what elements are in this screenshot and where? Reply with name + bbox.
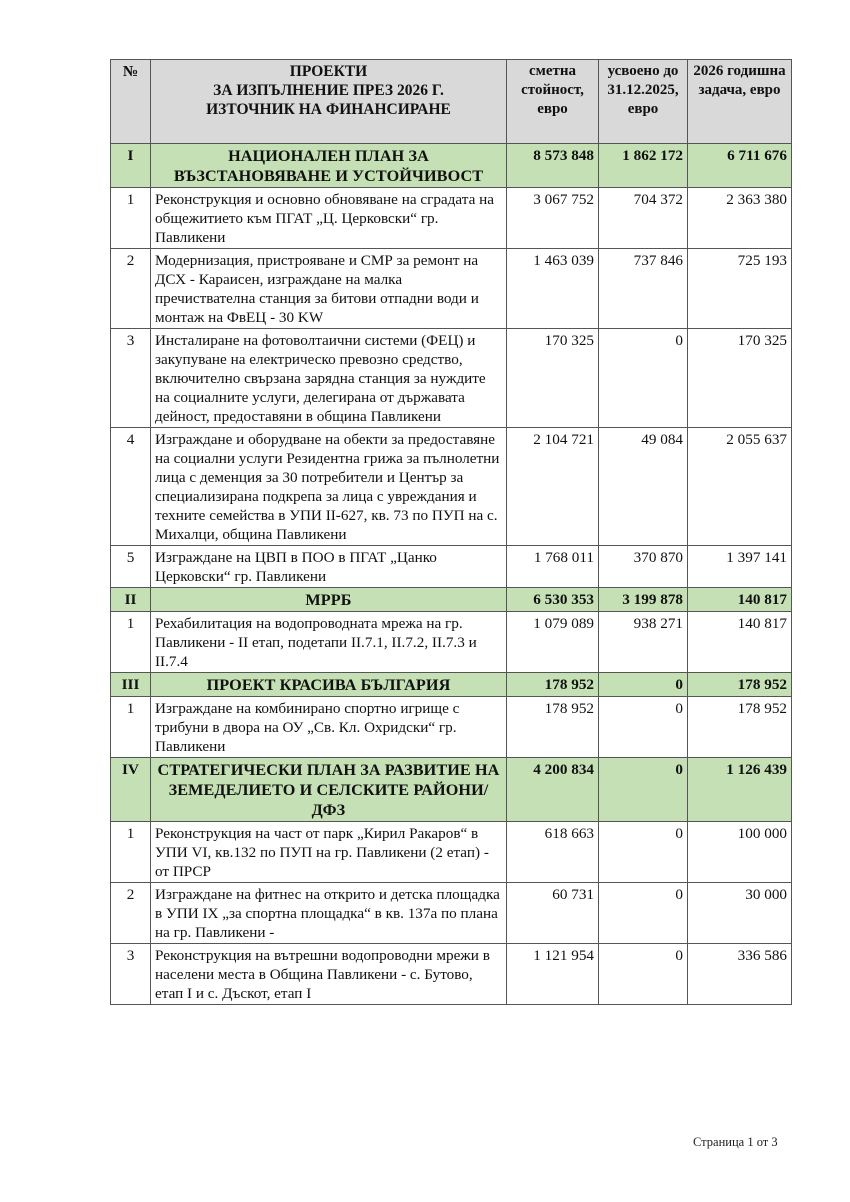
project-name: Изграждане на ЦВП в ПОО в ПГАТ „Цанко Церковски“ гр. Павликени bbox=[151, 546, 507, 588]
project-estimated: 618 663 bbox=[507, 822, 599, 883]
project-number: 1 bbox=[111, 822, 151, 883]
table-header-row bbox=[111, 60, 792, 144]
project-row bbox=[111, 944, 792, 1005]
section-task: 140 817 bbox=[688, 588, 792, 612]
project-row bbox=[111, 822, 792, 883]
project-name: Модернизация, пристрояване и СМР за ремонт на ДСХ - Караисен, изграждане на малка пречиствателна станция за битови отпадни води и монтаж на ФвЕЦ - 30 KW bbox=[151, 249, 507, 329]
section-row bbox=[111, 758, 792, 822]
section-task: 1 126 439 bbox=[688, 758, 792, 822]
project-task: 336 586 bbox=[688, 944, 792, 1005]
project-task: 140 817 bbox=[688, 612, 792, 673]
header-projects-line1: ПРОЕКТИ bbox=[289, 63, 368, 80]
section-spent: 3 199 878 bbox=[599, 588, 688, 612]
project-estimated: 1 768 011 bbox=[507, 546, 599, 588]
section-title: МРРБ bbox=[151, 588, 507, 612]
section-estimated: 4 200 834 bbox=[507, 758, 599, 822]
project-estimated: 1 079 089 bbox=[507, 612, 599, 673]
project-name: Реконструкция на част от парк „Кирил Ракаров“ в УПИ VI, кв.132 по ПУП на гр. Павликени (2 етап) - от ПРСР bbox=[151, 822, 507, 883]
section-spent: 0 bbox=[599, 673, 688, 697]
project-row bbox=[111, 546, 792, 588]
project-number: 5 bbox=[111, 546, 151, 588]
projects-table bbox=[110, 59, 792, 1005]
project-row bbox=[111, 428, 792, 546]
header-estimated: сметна стойност, евро bbox=[507, 60, 599, 144]
project-estimated: 1 463 039 bbox=[507, 249, 599, 329]
project-name: Изграждане на комбинирано спортно игрище с трибуни в двора на ОУ „Св. Кл. Охридски“ гр. Павликени bbox=[151, 697, 507, 758]
table-body bbox=[111, 144, 792, 1005]
project-row bbox=[111, 249, 792, 329]
project-task: 2 363 380 bbox=[688, 188, 792, 249]
section-number: II bbox=[111, 588, 151, 612]
section-spent: 1 862 172 bbox=[599, 144, 688, 188]
header-task: 2026 годишна задача, евро bbox=[688, 60, 792, 144]
project-estimated: 3 067 752 bbox=[507, 188, 599, 249]
project-number: 2 bbox=[111, 249, 151, 329]
project-task: 2 055 637 bbox=[688, 428, 792, 546]
project-estimated: 2 104 721 bbox=[507, 428, 599, 546]
section-title: ПРОЕКТ КРАСИВА БЪЛГАРИЯ bbox=[151, 673, 507, 697]
section-estimated: 6 530 353 bbox=[507, 588, 599, 612]
project-task: 30 000 bbox=[688, 883, 792, 944]
section-row bbox=[111, 673, 792, 697]
section-number: IV bbox=[111, 758, 151, 822]
section-number: III bbox=[111, 673, 151, 697]
header-projects-line2: ЗА ИЗПЪЛНЕНИЕ ПРЕЗ 2026 Г. bbox=[213, 82, 444, 99]
project-spent: 0 bbox=[599, 944, 688, 1005]
project-estimated: 170 325 bbox=[507, 329, 599, 428]
project-row bbox=[111, 329, 792, 428]
section-number: I bbox=[111, 144, 151, 188]
section-row bbox=[111, 588, 792, 612]
section-title: НАЦИОНАЛЕН ПЛАН ЗА ВЪЗСТАНОВЯВАНЕ И УСТОЙЧИВОСТ bbox=[151, 144, 507, 188]
project-number: 1 bbox=[111, 697, 151, 758]
section-estimated: 8 573 848 bbox=[507, 144, 599, 188]
project-number: 1 bbox=[111, 612, 151, 673]
project-row bbox=[111, 188, 792, 249]
project-number: 2 bbox=[111, 883, 151, 944]
project-spent: 737 846 bbox=[599, 249, 688, 329]
section-estimated: 178 952 bbox=[507, 673, 599, 697]
project-number: 3 bbox=[111, 944, 151, 1005]
header-no: № bbox=[111, 60, 151, 144]
project-row bbox=[111, 883, 792, 944]
project-spent: 0 bbox=[599, 883, 688, 944]
project-estimated: 1 121 954 bbox=[507, 944, 599, 1005]
project-task: 178 952 bbox=[688, 697, 792, 758]
project-number: 1 bbox=[111, 188, 151, 249]
project-spent: 0 bbox=[599, 329, 688, 428]
project-spent: 49 084 bbox=[599, 428, 688, 546]
project-spent: 0 bbox=[599, 697, 688, 758]
project-name: Изграждане на фитнес на открито и детска площадка в УПИ IX „за спортна площадка“ в кв. 137а по плана на гр. Павликени - bbox=[151, 883, 507, 944]
section-title: СТРАТЕГИЧЕСКИ ПЛАН ЗА РАЗВИТИЕ НА ЗЕМЕДЕЛИЕТО И СЕЛСКИТЕ РАЙОНИ/ДФЗ bbox=[151, 758, 507, 822]
header-projects-line3: ИЗТОЧНИК НА ФИНАНСИРАНЕ bbox=[206, 101, 451, 118]
project-row bbox=[111, 697, 792, 758]
project-name: Изграждане и оборудване на обекти за предоставяне на социални услуги Резидентна грижа за пълнолетни лица с деменция за 30 потребители и Център за специализирана подкрепа за лица с увреждания и техните семейства в УПИ II-627, кв. 73 по ПУП на с. Михалци, община Павликени bbox=[151, 428, 507, 546]
section-spent: 0 bbox=[599, 758, 688, 822]
page-number: Страница 1 от 3 bbox=[693, 1135, 778, 1149]
project-task: 725 193 bbox=[688, 249, 792, 329]
project-name: Реконструкция на вътрешни водопроводни мрежи в населени места в Община Павликени - с. Бутово, етап I и с. Дъскот, етап I bbox=[151, 944, 507, 1005]
project-spent: 704 372 bbox=[599, 188, 688, 249]
project-spent: 938 271 bbox=[599, 612, 688, 673]
project-name: Инсталиране на фотоволтаични системи (ФЕЦ) и закупуване на електрическо превозно средство, включително свързана зарядна станция за нуждите на социалните услуги, делегирана от държавата дейност, предоставяни в община Павликени bbox=[151, 329, 507, 428]
header-projects bbox=[151, 60, 507, 144]
section-row bbox=[111, 144, 792, 188]
project-spent: 0 bbox=[599, 822, 688, 883]
project-estimated: 178 952 bbox=[507, 697, 599, 758]
project-task: 100 000 bbox=[688, 822, 792, 883]
project-spent: 370 870 bbox=[599, 546, 688, 588]
project-name: Реконструкция и основно обновяване на сградата на общежитието към ПГАТ „Ц. Церковски“ гр. Павликени bbox=[151, 188, 507, 249]
project-estimated: 60 731 bbox=[507, 883, 599, 944]
section-task: 6 711 676 bbox=[688, 144, 792, 188]
project-row bbox=[111, 612, 792, 673]
project-name: Рехабилитация на водопроводната мрежа на гр. Павликени - II етап, подетапи II.7.1, II.7.2, II.7.3 и II.7.4 bbox=[151, 612, 507, 673]
project-number: 3 bbox=[111, 329, 151, 428]
project-number: 4 bbox=[111, 428, 151, 546]
header-spent: усвоено до 31.12.2025, евро bbox=[599, 60, 688, 144]
section-task: 178 952 bbox=[688, 673, 792, 697]
project-task: 1 397 141 bbox=[688, 546, 792, 588]
project-task: 170 325 bbox=[688, 329, 792, 428]
